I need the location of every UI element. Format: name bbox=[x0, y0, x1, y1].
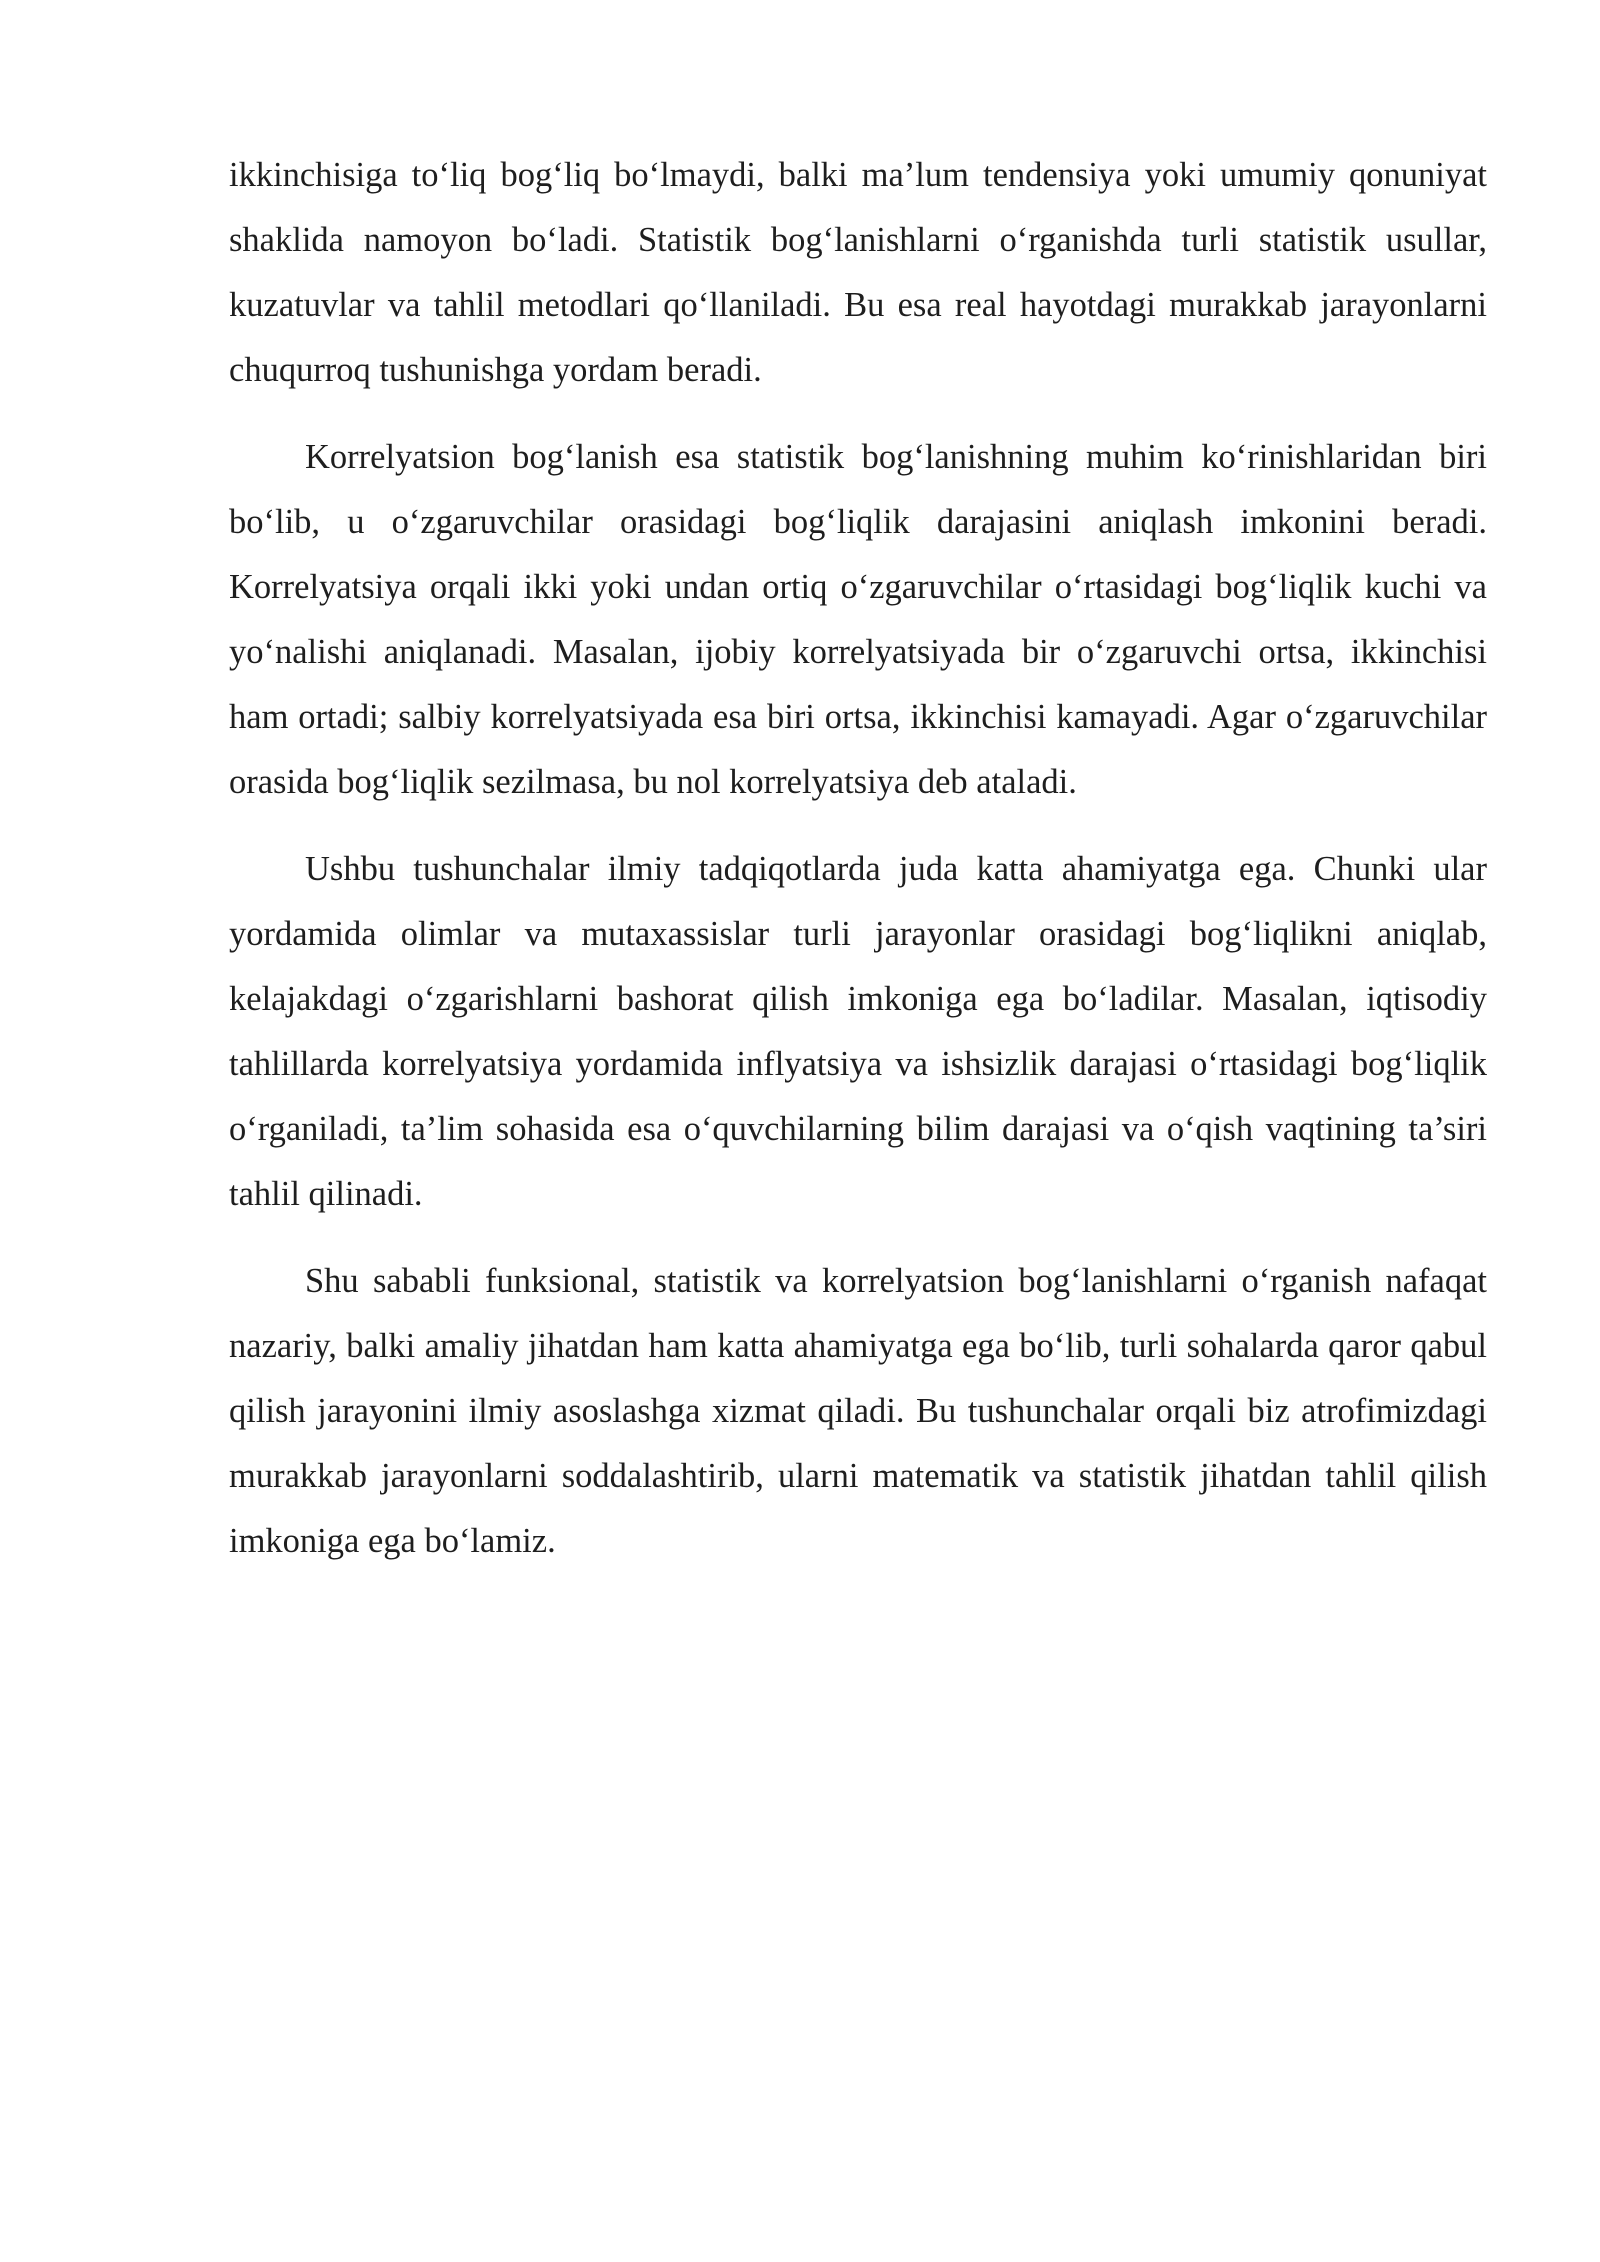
paragraph-correlation: Korrelyatsion bog‘lanish esa statistik bog‘lanishning muhim ko‘rinishlaridan biri bo‘lib, u o‘zgaruvchilar orasidagi bog‘liqlik darajasini aniqlash imkonini beradi. Korrelyatsiya orqali ikki yoki undan ortiq o‘zgaruvchilar o‘rtasidagi bog‘liqlik kuchi va yo‘nalishi aniqlanadi. Masalan, ijobiy korrelyatsiyada bir o‘zgaruvchi ortsa, ikkinchisi ham ortadi; salbiy korrelyatsiyada esa biri ortsa, ikkinchisi kamayadi. Agar o‘zgaruvchilar orasida bog‘liqlik sezilmasa, bu nol korrelyatsiya deb ataladi. bbox=[229, 438, 1487, 801]
paragraph-continuation: ikkinchisiga to‘liq bog‘liq bo‘lmaydi, balki ma’lum tendensiya yoki umumiy qonuniyat shaklida namoyon bo‘ladi. Statistik bog‘lanishlarni o‘rganishda turli statistik usullar, kuzatuvlar va tahlil metodlari qo‘llaniladi. Bu esa real hayotdagi murakkab jarayonlarni chuqurroq tushunishga yordam beradi. bbox=[229, 156, 1487, 389]
document-body bbox=[229, 143, 1487, 1596]
paragraph-conclusion: Shu sababli funksional, statistik va korrelyatsion bog‘lanishlarni o‘rganish nafaqat nazariy, balki amaliy jihatdan ham katta ahamiyatga ega bo‘lib, turli sohalarda qaror qabul qilish jarayonini ilmiy asoslashga xizmat qiladi. Bu tushunchalar orqali biz atrofimizdagi murakkab jarayonlarni soddalashtirib, ularni matematik va statistik jihatdan tahlil qilish imkoniga ega bo‘lamiz. bbox=[229, 1262, 1487, 1560]
paragraph-research-importance: Ushbu tushunchalar ilmiy tadqiqotlarda juda katta ahamiyatga ega. Chunki ular yordamida olimlar va mutaxassislar turli jarayonlar orasidagi bog‘liqlikni aniqlab, kelajakdagi o‘zgarishlarni bashorat qilish imkoniga ega bo‘ladilar. Masalan, iqtisodiy tahlillarda korrelyatsiya yordamida inflyatsiya va ishsizlik darajasi o‘rtasidagi bog‘liqlik o‘rganiladi, ta’lim sohasida esa o‘quvchilarning bilim darajasi va o‘qish vaqtining ta’siri tahlil qilinadi. bbox=[229, 850, 1487, 1213]
